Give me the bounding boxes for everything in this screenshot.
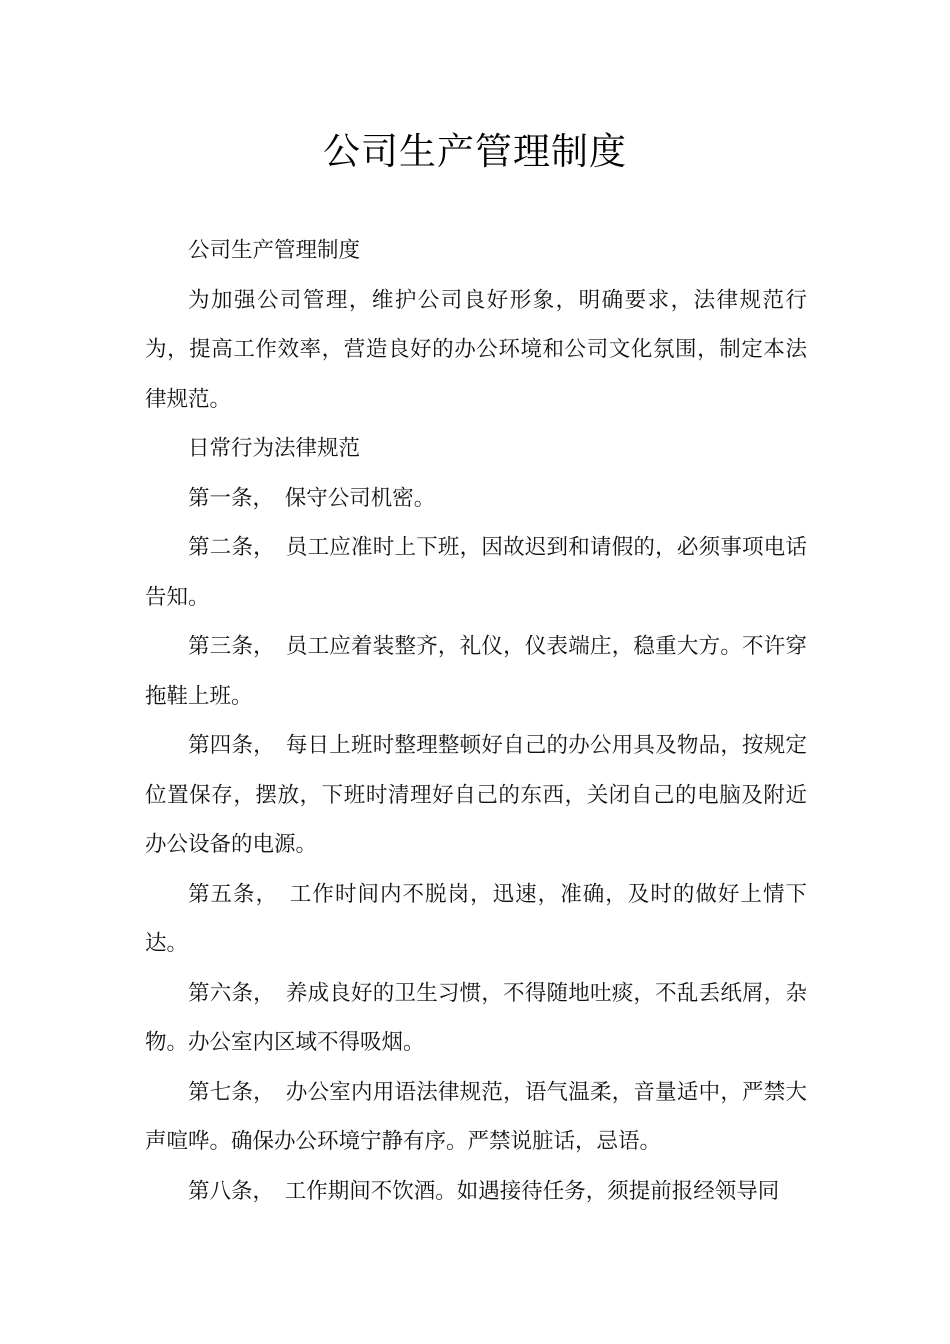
article-3: 第三条， 员工应着装整齐，礼仪，仪表端庄，稳重大方。不许穿拖鞋上班。: [145, 634, 807, 709]
article-6: 第六条， 养成良好的卫生习惯，不得随地吐痰，不乱丢纸屑，杂物。办公室内区域不得吸烟。: [145, 980, 807, 1055]
article-1: 第一条， 保守公司机密。: [188, 485, 436, 511]
paragraph-intro: 为加强公司管理，维护公司良好形象，明确要求，法律规范行为，提高工作效率，营造良好的办公环境和公司文化氛围，制定本法律规范。: [145, 287, 807, 412]
section-heading: 日常行为法律规范: [188, 436, 361, 461]
article-8: 第八条， 工作期间不饮酒。如遇接待任务，须提前报经领导同: [188, 1178, 780, 1204]
article-4: 第四条， 每日上班时整理整顿好自己的办公用具及物品，按规定位置保存，摆放，下班时清理好自己的东西，关闭自己的电脑及附近办公设备的电源。: [145, 733, 807, 857]
article-2: 第二条， 员工应准时上下班，因故迟到和请假的，必须事项电话告知。: [145, 535, 807, 610]
document-body: [145, 226, 807, 1216]
document-title: 公司生产管理制度: [323, 130, 627, 173]
article-5: 第五条， 工作时间内不脱岗，迅速，准确，及时的做好上情下达。: [145, 881, 807, 956]
paragraph-heading: 公司生产管理制度: [188, 238, 361, 263]
article-7: 第七条， 办公室内用语法律规范，语气温柔，音量适中，严禁大声喧哗。确保办公环境宁静有序。严禁说脏话，忌语。: [145, 1079, 807, 1154]
